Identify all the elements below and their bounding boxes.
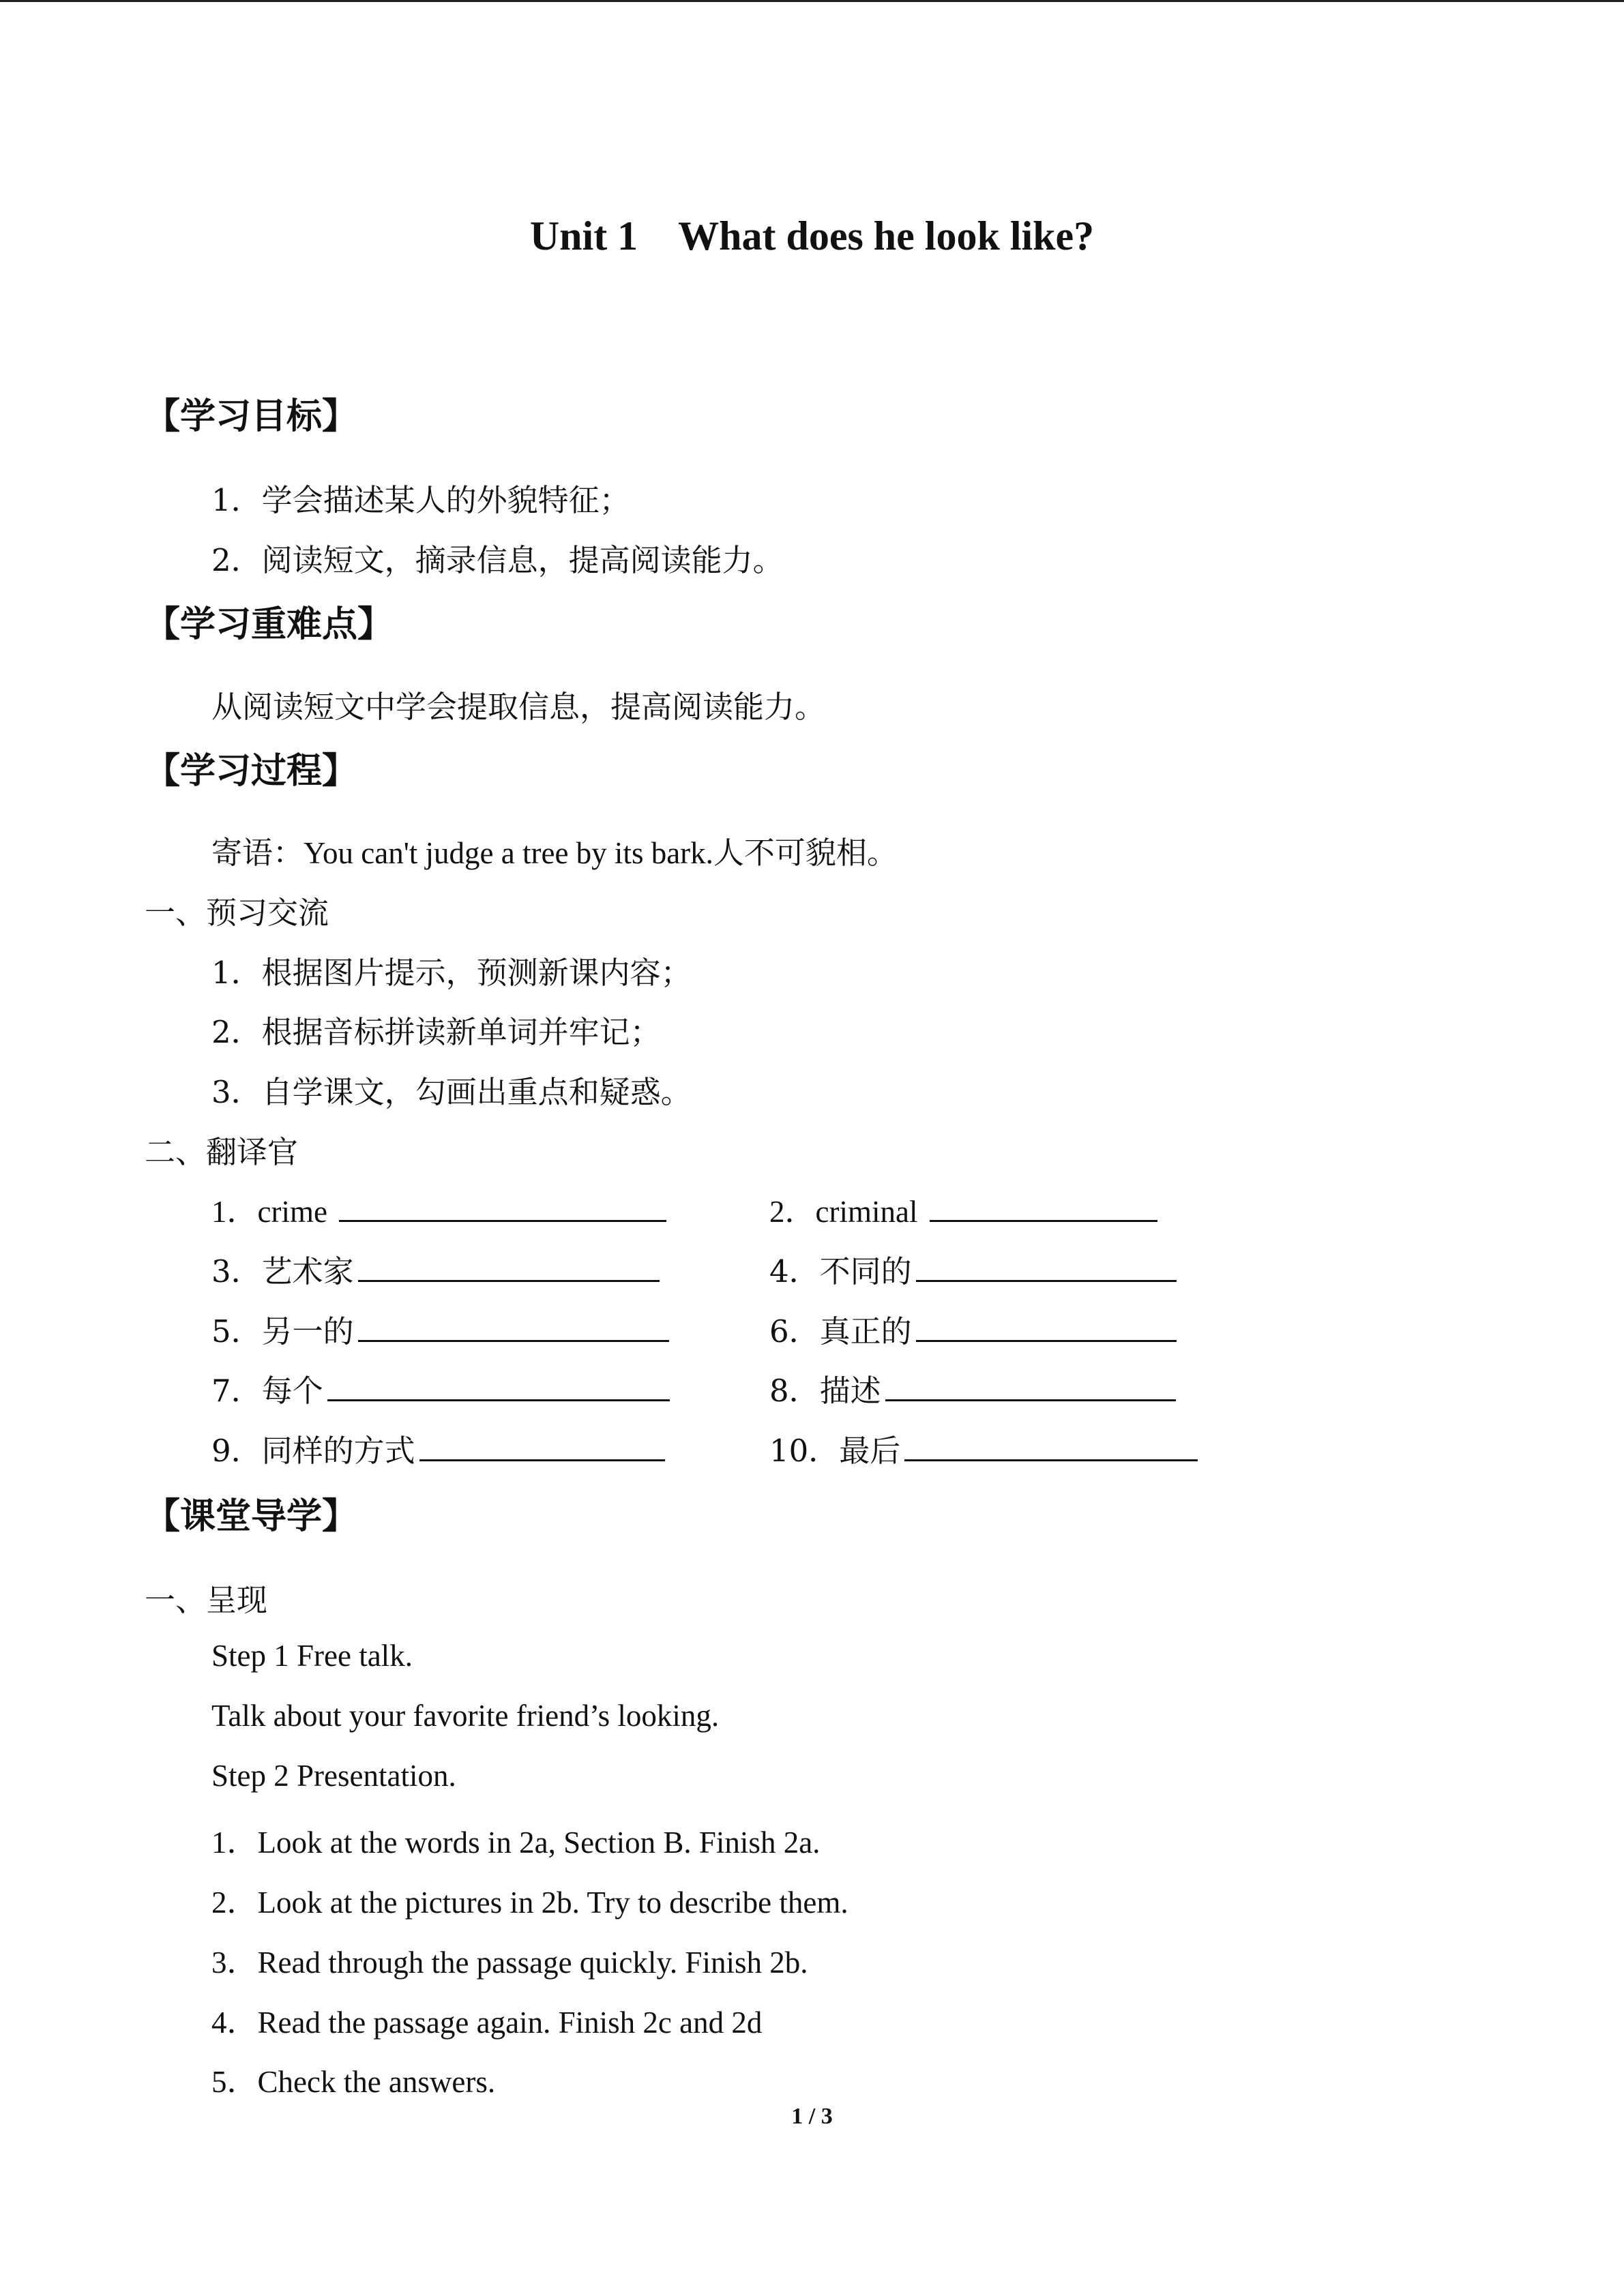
translate-item: 7．每个 [211,1366,670,1410]
goal-item: 1．学会描述某人的外貌特征； [211,482,630,518]
heading-key-points: 【学习重难点】 [145,604,394,645]
preview-item: 2．根据音标拼读新单词并牢记； [211,1014,661,1050]
presentation-item: 2．Look at the pictures in 2b. Try to describe them. [211,1885,848,1920]
motto: 寄语：You can't judge a tree by its bark.人不可貌相。 [211,836,898,870]
preview-item: 3．自学课文，勾画出重点和疑惑。 [211,1074,692,1110]
goal-item: 2．阅读短文，摘录信息，提高阅读能力。 [211,542,784,578]
page-number: 1 / 3 [791,2104,833,2129]
page-title: Unit 1 What does he look like? [529,213,1095,258]
step-1: Step 1 Free talk. [211,1639,413,1673]
heading-process: 【学习过程】 [145,751,358,792]
answer-blank[interactable] [358,1253,660,1282]
presentation-item: 3．Read through the passage quickly. Finish 2b. [211,1945,808,1980]
present-title: 一、呈现 [145,1582,268,1618]
key-points-text: 从阅读短文中学会提取信息，提高阅读能力。 [211,689,826,725]
answer-blank[interactable] [916,1313,1177,1342]
heading-goals: 【学习目标】 [145,396,358,437]
answer-blank[interactable] [916,1253,1177,1282]
answer-blank[interactable] [419,1432,665,1461]
translate-title: 二、翻译官 [145,1134,299,1170]
translate-item: 8．描述 [769,1366,1176,1410]
presentation-item: 1．Look at the words in 2a, Section B. Finish 2a. [211,1825,821,1860]
translate-item: 2．criminal [769,1187,1157,1231]
answer-blank[interactable] [327,1372,670,1401]
answer-blank[interactable] [885,1372,1176,1401]
answer-blank[interactable] [930,1193,1157,1222]
translate-item: 9．同样的方式 [211,1426,665,1470]
translate-item: 5．另一的 [211,1307,669,1351]
step-2: Step 2 Presentation. [211,1759,456,1793]
translate-item: 6．真正的 [769,1307,1177,1351]
translate-item: 10．最后 [769,1426,1198,1470]
talk-text: Talk about your favorite friend’s looking. [211,1699,720,1733]
translate-item: 4．不同的 [769,1247,1177,1291]
presentation-item: 4．Read the passage again. Finish 2c and 2d [211,2006,763,2040]
answer-blank[interactable] [904,1432,1198,1461]
preview-title: 一、预习交流 [145,895,329,931]
answer-blank[interactable] [339,1193,666,1222]
presentation-item: 5．Check the answers. [211,2065,496,2099]
heading-classroom: 【课堂导学】 [145,1496,358,1537]
answer-blank[interactable] [358,1313,669,1342]
preview-item: 1．根据图片提示，预测新课内容； [211,955,692,991]
translate-item: 3．艺术家 [211,1247,660,1291]
top-border [0,0,1624,2]
translate-item: 1．crime [211,1187,666,1231]
